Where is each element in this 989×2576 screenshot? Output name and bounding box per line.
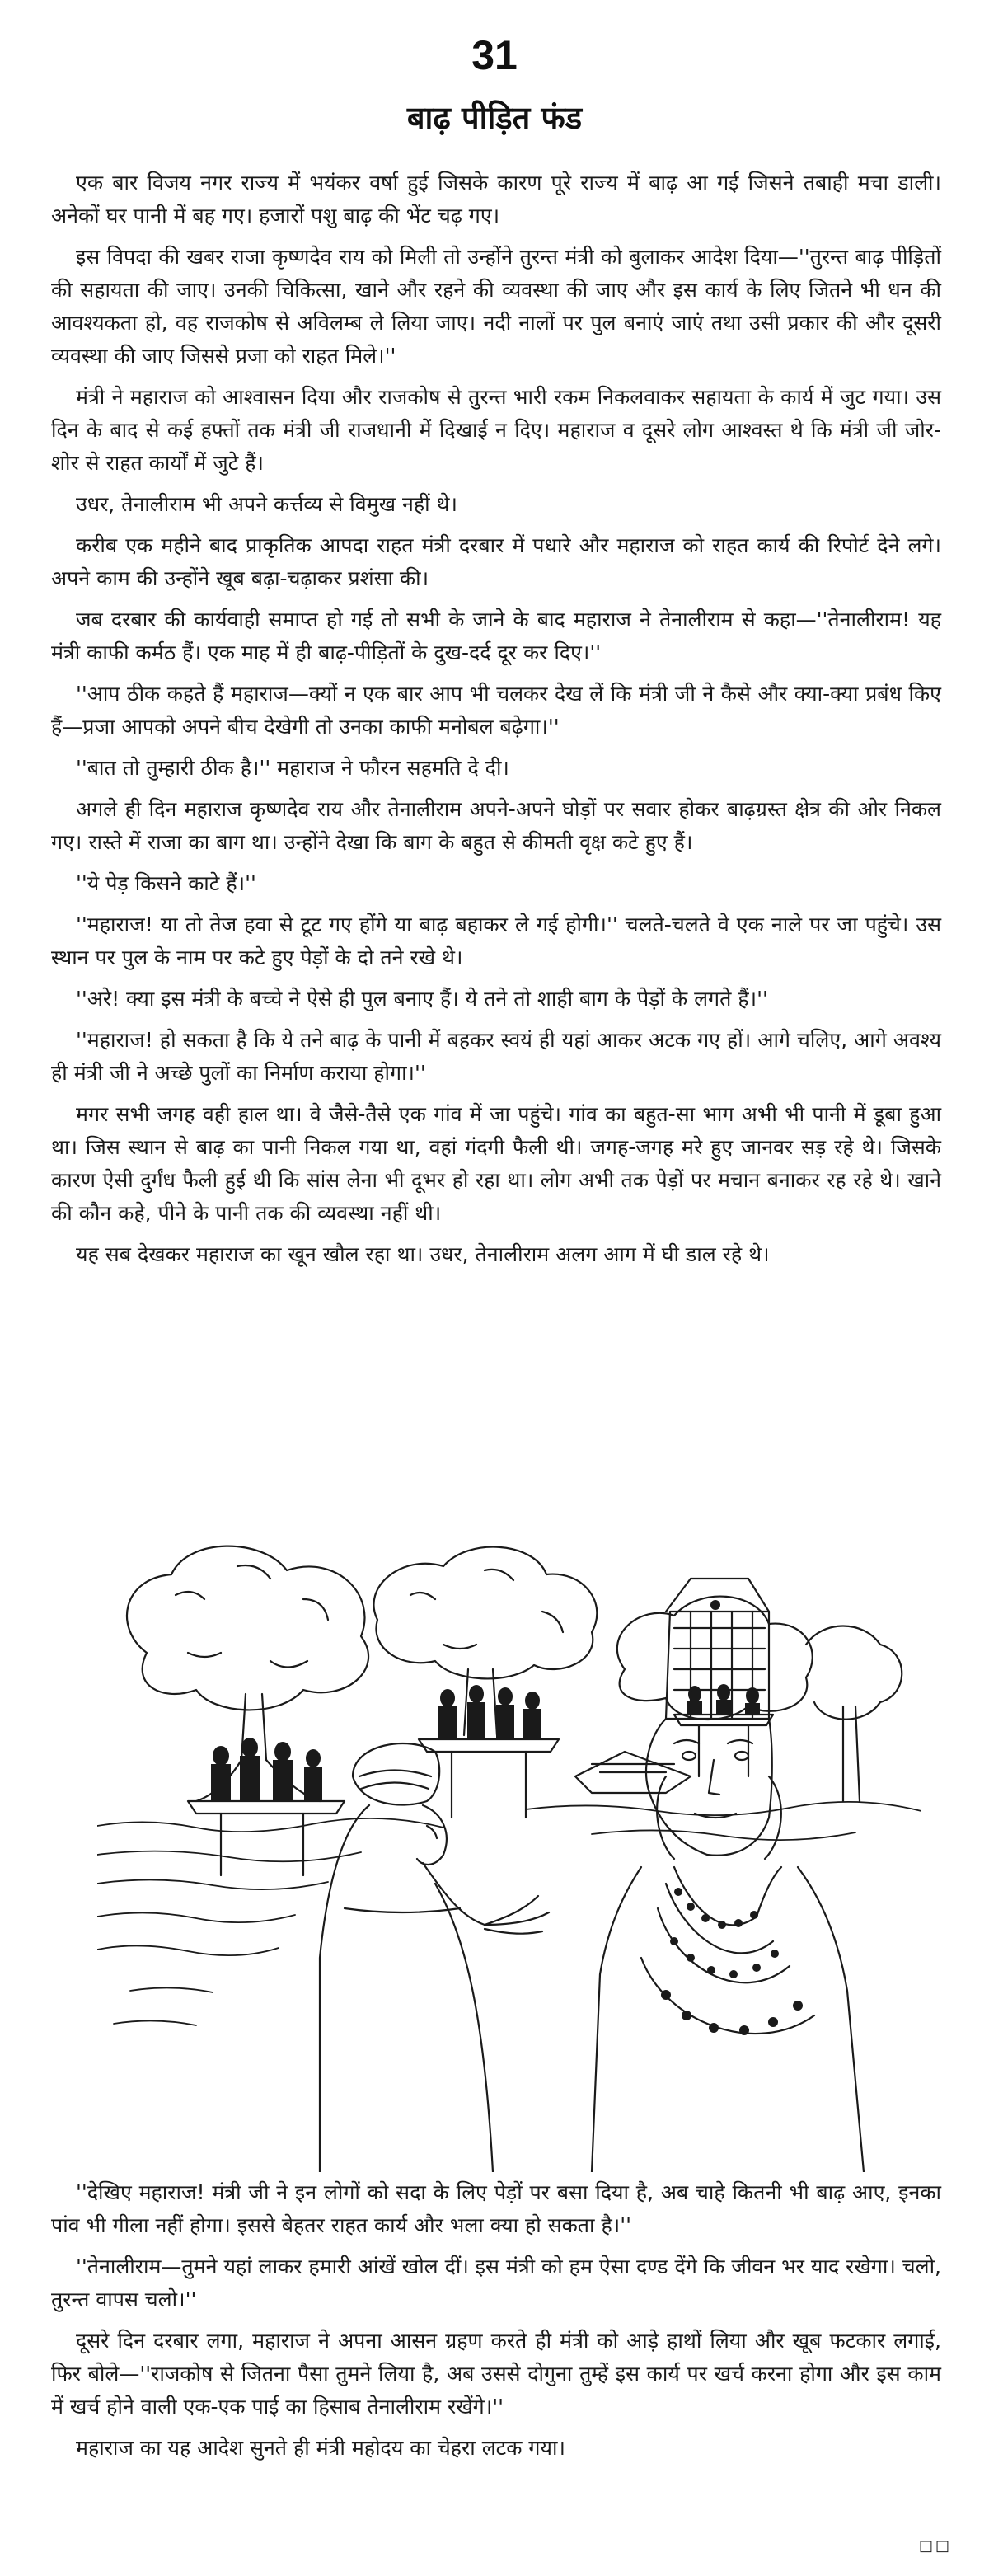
people-on-tree-left [211, 1738, 322, 1801]
paragraph: ''आप ठीक कहते हैं महाराज—क्यों न एक बार आप भी चलकर देख लें कि मंत्री जी ने कैसे और क्या-क्या प्रबंध किए हैं—प्रजा आपको अपने बीच देखेगी तो उनका काफी मनोबल बढ़ेगा।'' [51, 682, 941, 739]
paragraph: यह सब देखकर महाराज का खून खौल रहा था। उधर, तेनालीराम अलग आग में घी डाल रहे थे। [76, 1242, 770, 1266]
tree-middle [373, 1547, 597, 1818]
paragraph: जब दरबार की कार्यवाही समाप्त हो गई तो सभी के जाने के बाद महाराज ने तेनालीराम से कहा—''तेनालीराम! यह मंत्री काफी कर्मठ हैं। एक माह में ही बाढ़-पीड़ितों के दुख-दर्द दूर कर दिए।'' [51, 608, 941, 664]
paragraph: इस विपदा की खबर राजा कृष्णदेव राय को मिली तो उन्होंने तुरन्त मंत्री को बुलाकर आदेश दिया—''तुरन्त बाढ़ पीड़ितों की सहायता की जाए। उनकी चिकित्सा, खाने और रहने की व्यवस्था की जाए और इस कार्य के लिए जितने भी धन की आवश्यकता हो, वह राजकोष से अविलम्ब ले लिया जाए। नदी नालों पर पुल बनाएं जाएं तथा उसी प्रकार की और दूसरी व्यवस्था की जाए जिससे प्रजा को राहत मिले।'' [51, 245, 941, 368]
paragraph: ''महाराज! या तो तेज हवा से टूट गए होंगे या बाढ़ बहाकर ले गई होगी।'' चलते-चलते वे एक नाले पर जा पहुंचे। उस स्थान पर पुल के नाम पर कटे हुए पेड़ों के दो तने रखे थे। [51, 913, 941, 969]
paragraph: मंत्री ने महाराज को आश्वासन दिया और राजकोष से तुरन्त भारी रकम निकलवाकर सहायता के कार्य में जुट गया। उस दिन के बाद से कई हफ्तों तक मंत्री जी राजधानी में दिखाई न दिए। महाराज व दूसरे लोग आश्वस्त थे कि मंत्री जी जोर-शोर से राहत कार्यों में जुटे हैं। [51, 385, 941, 475]
paragraph: ''देखिए महाराज! मंत्री जी ने इन लोगों को सदा के लिए पेड़ों पर बसा दिया है, अब चाहे कितनी भी बाढ़ आए, इनका पांव भी गीला नहीं होगा। इससे बेहतर राहत कार्य और भला क्या हो सकता है।'' [51, 2180, 941, 2237]
paragraph: उधर, तेनालीराम भी अपने कर्त्तव्य से विमुख नहीं थे। [76, 492, 457, 516]
people-on-tree-right [687, 1684, 760, 1715]
chapter-number: 31 [471, 32, 518, 78]
paragraph: ''तेनालीराम—तुमने यहां लाकर हमारी आंखें खोल दीं। इस मंत्री को हम ऐसा दण्ड देंगे कि जीवन भर याद रखेगा। चलो, तुरन्त वापस चलो।'' [51, 2255, 941, 2311]
paragraph: दूसरे दिन दरबार लगा, महाराज ने अपना आसन ग्रहण करते ही मंत्री को आड़े हाथों लिया और खूब फटकार लगाई, फिर बोले—''राजकोष से जितना पैसा तुमने लिया है, अब उससे दोगुना तुम्हें इस कार्य पर खर्च करना होगा और इस काम में खर्च होने वाली एक-एक पाई का हिसाब तेनालीराम रखेंगे।'' [51, 2329, 941, 2419]
paragraph: महाराज का यह आदेश सुनते ही मंत्री महोदय का चेहरा लटक गया। [76, 2436, 565, 2460]
king-figure [592, 1579, 864, 2172]
paragraph: मगर सभी जगह वही हाल था। वे जैसे-तैसे एक गांव में जा पहुंचे। गांव का बहुत-सा भाग अभी भी पानी में डूबा हुआ था। जिस स्थान से बाढ़ का पानी निकल गया था, वहां गंदगी फैली थी। जगह-जगह मरे हुए जानवर सड़ रहे थे। जिसके कारण ऐसी दुर्गंध फैली हुई थी कि सांस लेना भी दूभर हो रहा था। लोग अभी तक पेड़ों पर मचान बनाकर रह रहे थे। खाने की कौन कहे, पीने के पानी तक की व्यवस्था नहीं थी। [51, 1102, 941, 1225]
chapter-title: बाढ़ पीड़ित फंड [406, 100, 583, 136]
submerged-huts [575, 1752, 691, 1793]
paragraph: ''बात तो तुम्हारी ठीक है।'' महाराज ने फौरन सहमति दे दी। [76, 756, 509, 780]
flood-scene-illustration [97, 1529, 921, 2172]
tenali-rama-figure [320, 1743, 549, 2172]
paragraph: ''ये पेड़ किसने काटे हैं।'' [76, 871, 256, 895]
paragraph: ''अरे! क्या इस मंत्री के बच्चे ने ऐसे ही पुल बनाए हैं। ये तने तो शाही बाग के पेड़ों के लगते हैं।'' [76, 987, 768, 1011]
story-text-before-illustration [51, 167, 941, 1279]
tree-right [617, 1597, 902, 1801]
paragraph: करीब एक महीने बाद प्राकृतिक आपदा राहत मंत्री दरबार में पधारे और महाराज को राहत कार्य की रिपोर्ट देने लगे। अपने काम की उन्होंने खूब बढ़ा-चढ़ाकर प्रशंसा की। [51, 533, 941, 590]
tree-left [127, 1546, 368, 1875]
paragraph: एक बार विजय नगर राज्य में भयंकर वर्षा हुई जिसके कारण पूरे राज्य में बाढ़ आ गई जिसने तबाही मचा डाली। अनेकों घर पानी में बह गए। हजारों पशु बाढ़ की भेंट चढ़ गए। [51, 171, 941, 228]
story-text-after-illustration [51, 2176, 941, 2473]
people-on-tree-middle [438, 1685, 541, 1739]
end-of-story-mark: □□ [918, 2537, 952, 2555]
paragraph: अगले ही दिन महाराज कृष्णदेव राय और तेनालीराम अपने-अपने घोड़ों पर सवार होकर बाढ़ग्रस्त क्षेत्र की ओर निकल गए। रास्ते में राजा का बाग था। उन्होंने देखा कि बाग के बहुत से कीमती वृक्ष कटे हुए हैं। [51, 797, 941, 854]
paragraph: ''महाराज! हो सकता है कि ये तने बाढ़ के पानी में बहकर स्वयं ही यहां आकर अटक गए हों। आगे चलिए, आगे अवश्य ही मंत्री जी ने अच्छे पुलों का निर्माण कराया होगा।'' [51, 1028, 941, 1085]
